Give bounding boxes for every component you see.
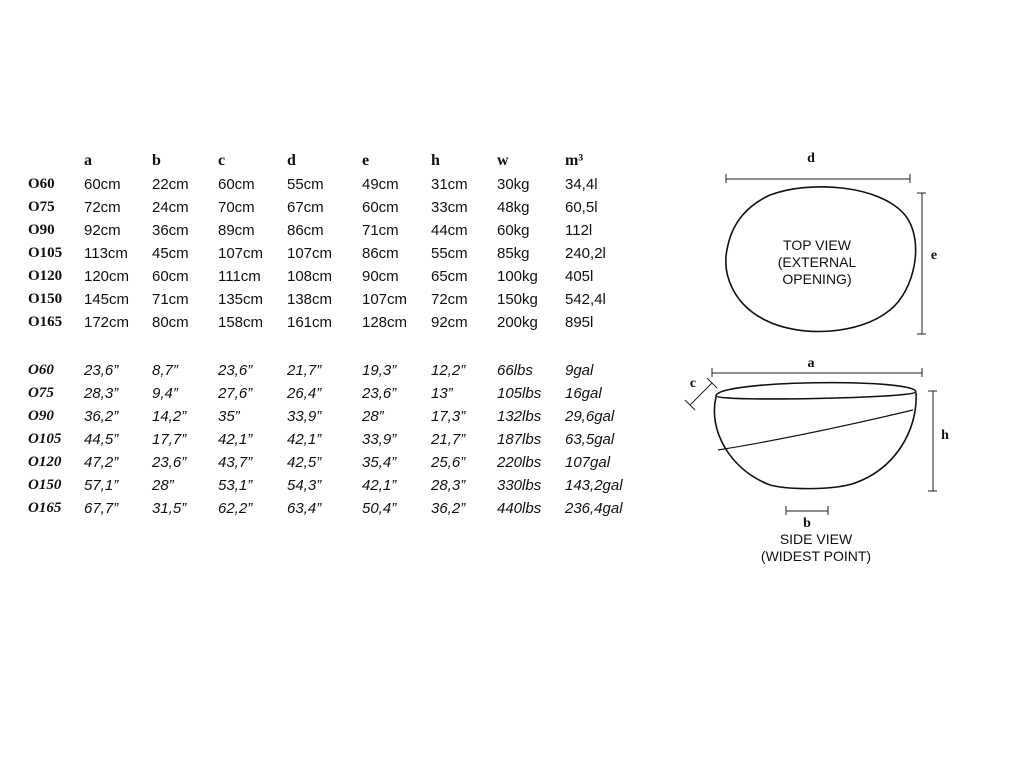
top-view-diagram (726, 151, 937, 334)
table-cell: 33,9” (287, 408, 322, 425)
table-cell: 240,2l (565, 245, 606, 262)
table-cell: 55cm (287, 176, 324, 193)
table-cell: 90cm (362, 268, 399, 285)
column-header: a (84, 152, 92, 169)
table-cell: 36,2” (431, 500, 466, 517)
side-view-label-1: SIDE VIEW (779, 531, 853, 547)
side-view-label-2: (WIDEST POINT) (760, 548, 872, 564)
column-header: c (218, 152, 226, 169)
table-cell: 63,4” (287, 500, 322, 517)
model-name: O120 (28, 454, 62, 470)
table-cell: 89cm (218, 222, 255, 239)
model-name: O120 (28, 268, 63, 284)
table-cell: 72cm (431, 291, 468, 308)
table-cell: 57,1” (84, 477, 119, 494)
table-cell: 542,4l (565, 291, 606, 308)
table-cell: 330lbs (497, 477, 542, 494)
table-cell: 53,1” (218, 477, 253, 494)
table-cell: 172cm (84, 314, 130, 331)
model-name: O75 (28, 385, 54, 401)
table-cell: 108cm (287, 268, 333, 285)
table-cell: 54,3” (287, 477, 322, 494)
table-cell: 107gal (565, 454, 611, 471)
table-cell: 60cm (362, 199, 399, 216)
table-cell: 23,6” (218, 362, 253, 379)
table-cell: 71cm (362, 222, 399, 239)
model-name: O105 (28, 431, 62, 447)
column-header: m³ (565, 152, 584, 169)
table-cell: 42,5” (287, 454, 322, 471)
table-cell: 36,2” (84, 408, 119, 425)
table-cell: 107cm (287, 245, 333, 262)
c-label: c (689, 376, 697, 391)
table-cell: 107cm (218, 245, 264, 262)
table-cell: 17,7” (152, 431, 187, 448)
model-name: O60 (28, 176, 55, 192)
table-cell: 43,7” (218, 454, 253, 471)
table-cell: 128cm (362, 314, 408, 331)
table-cell: 60cm (218, 176, 255, 193)
table-cell: 8,7” (152, 362, 178, 379)
table-cell: 113cm (84, 245, 128, 262)
table-cell: 50,4” (362, 500, 397, 517)
table-cell: 112l (565, 222, 593, 239)
column-header: e (362, 152, 370, 169)
table-cell: 895l (565, 314, 594, 331)
table-cell: 49cm (362, 176, 399, 193)
table-cell: 150kg (497, 291, 538, 308)
table-cell: 67cm (287, 199, 324, 216)
table-cell: 220lbs (497, 454, 542, 471)
table-cell: 35,4” (362, 454, 397, 471)
table-cell: 105lbs (497, 385, 542, 402)
top-view-label-2: (EXTERNAL (777, 254, 857, 270)
table-cell: 9,4” (152, 385, 178, 402)
column-header: w (497, 152, 509, 169)
table-cell: 187lbs (497, 431, 542, 448)
table-cell: 24cm (152, 199, 189, 216)
table-cell: 28” (152, 477, 174, 494)
model-name: O165 (28, 500, 62, 516)
table-cell: 23,6” (362, 385, 397, 402)
table-cell: 48kg (497, 199, 530, 216)
table-cell: 28,3” (84, 385, 119, 402)
table-cell: 65cm (431, 268, 468, 285)
table-cell: 60cm (152, 268, 189, 285)
table-cell: 44,5” (84, 431, 119, 448)
table-cell: 21,7” (431, 431, 466, 448)
table-cell: 31,5” (152, 500, 187, 517)
table-cell: 70cm (218, 199, 255, 216)
d-label: d (807, 151, 815, 166)
table-cell: 143,2gal (565, 477, 623, 494)
table-cell: 67,7” (84, 500, 119, 517)
table-cell: 145cm (84, 291, 130, 308)
model-name: O105 (28, 245, 63, 261)
table-cell: 86cm (362, 245, 399, 262)
table-cell: 25,6” (431, 454, 466, 471)
table-cell: 36cm (152, 222, 189, 239)
table-cell: 80cm (152, 314, 189, 331)
model-name: O75 (28, 199, 55, 215)
table-cell: 21,7” (287, 362, 322, 379)
table-cell: 9gal (565, 362, 594, 379)
model-name: O90 (28, 222, 55, 238)
h-label: h (941, 428, 949, 443)
table-cell: 42,1” (287, 431, 322, 448)
table-cell: 42,1” (362, 477, 397, 494)
side-view-slope-line (718, 410, 913, 450)
table-cell: 34,4l (565, 176, 598, 193)
table-cell: 135cm (218, 291, 264, 308)
a-label: a (807, 356, 815, 371)
table-cell: 132lbs (497, 408, 542, 425)
table-cell: 14,2” (152, 408, 187, 425)
table-cell: 107cm (362, 291, 408, 308)
table-cell: 33,9” (362, 431, 397, 448)
model-name: O150 (28, 291, 63, 307)
table-cell: 100kg (497, 268, 538, 285)
table-cell: 17,3” (431, 408, 466, 425)
table-cell: 45cm (152, 245, 189, 262)
table-cell: 62,2” (218, 500, 253, 517)
column-header: h (431, 152, 440, 169)
table-cell: 23,6” (84, 362, 119, 379)
table-cell: 27,6” (218, 385, 253, 402)
table-cell: 63,5gal (565, 431, 615, 448)
table-cell: 16gal (565, 385, 602, 402)
table-cell: 440lbs (497, 500, 542, 517)
table-cell: 66lbs (497, 362, 533, 379)
table-cell: 60cm (84, 176, 121, 193)
side-view-diagram (685, 356, 949, 564)
table-cell: 85kg (497, 245, 530, 262)
table-cell: 12,2” (431, 362, 466, 379)
table-cell: 26,4” (287, 385, 322, 402)
table-cell: 13” (431, 385, 453, 402)
table-cell: 42,1” (218, 431, 253, 448)
b-label: b (803, 516, 811, 531)
table-cell: 30kg (497, 176, 530, 193)
column-header: d (287, 152, 296, 169)
table-cell: 60kg (497, 222, 530, 239)
table-cell: 33cm (431, 199, 468, 216)
column-header: b (152, 152, 161, 169)
table-cell: 60,5l (565, 199, 598, 216)
table-cell: 35” (218, 408, 240, 425)
table-cell: 19,3” (362, 362, 397, 379)
table-cell: 44cm (431, 222, 468, 239)
model-name: O150 (28, 477, 62, 493)
side-view-bowl (714, 393, 916, 489)
table-cell: 28,3” (431, 477, 466, 494)
table-cell: 31cm (431, 176, 468, 193)
top-view-label-3: OPENING) (782, 271, 852, 287)
table-cell: 71cm (152, 291, 189, 308)
model-name: O90 (28, 408, 54, 424)
table-cell: 200kg (497, 314, 538, 331)
table-cell: 55cm (431, 245, 468, 262)
table-cell: 23,6” (152, 454, 187, 471)
table-cell: 29,6gal (565, 408, 615, 425)
table-cell: 92cm (84, 222, 121, 239)
table-cell: 22cm (152, 176, 189, 193)
model-name: O60 (28, 362, 54, 378)
table-cell: 47,2” (84, 454, 119, 471)
model-name: O165 (28, 314, 63, 330)
table-cell: 138cm (287, 291, 333, 308)
side-view-rim (716, 383, 916, 399)
table-cell: 236,4gal (565, 500, 623, 517)
table-cell: 86cm (287, 222, 324, 239)
table-cell: 28” (362, 408, 384, 425)
e-label: e (930, 248, 938, 263)
top-view-label-1: TOP VIEW (783, 237, 851, 253)
table-cell: 111cm (218, 268, 261, 285)
table-cell: 405l (565, 268, 594, 285)
table-cell: 158cm (218, 314, 264, 331)
table-cell: 92cm (431, 314, 468, 331)
table-cell: 72cm (84, 199, 121, 216)
table-cell: 161cm (287, 314, 333, 331)
table-cell: 120cm (84, 268, 130, 285)
